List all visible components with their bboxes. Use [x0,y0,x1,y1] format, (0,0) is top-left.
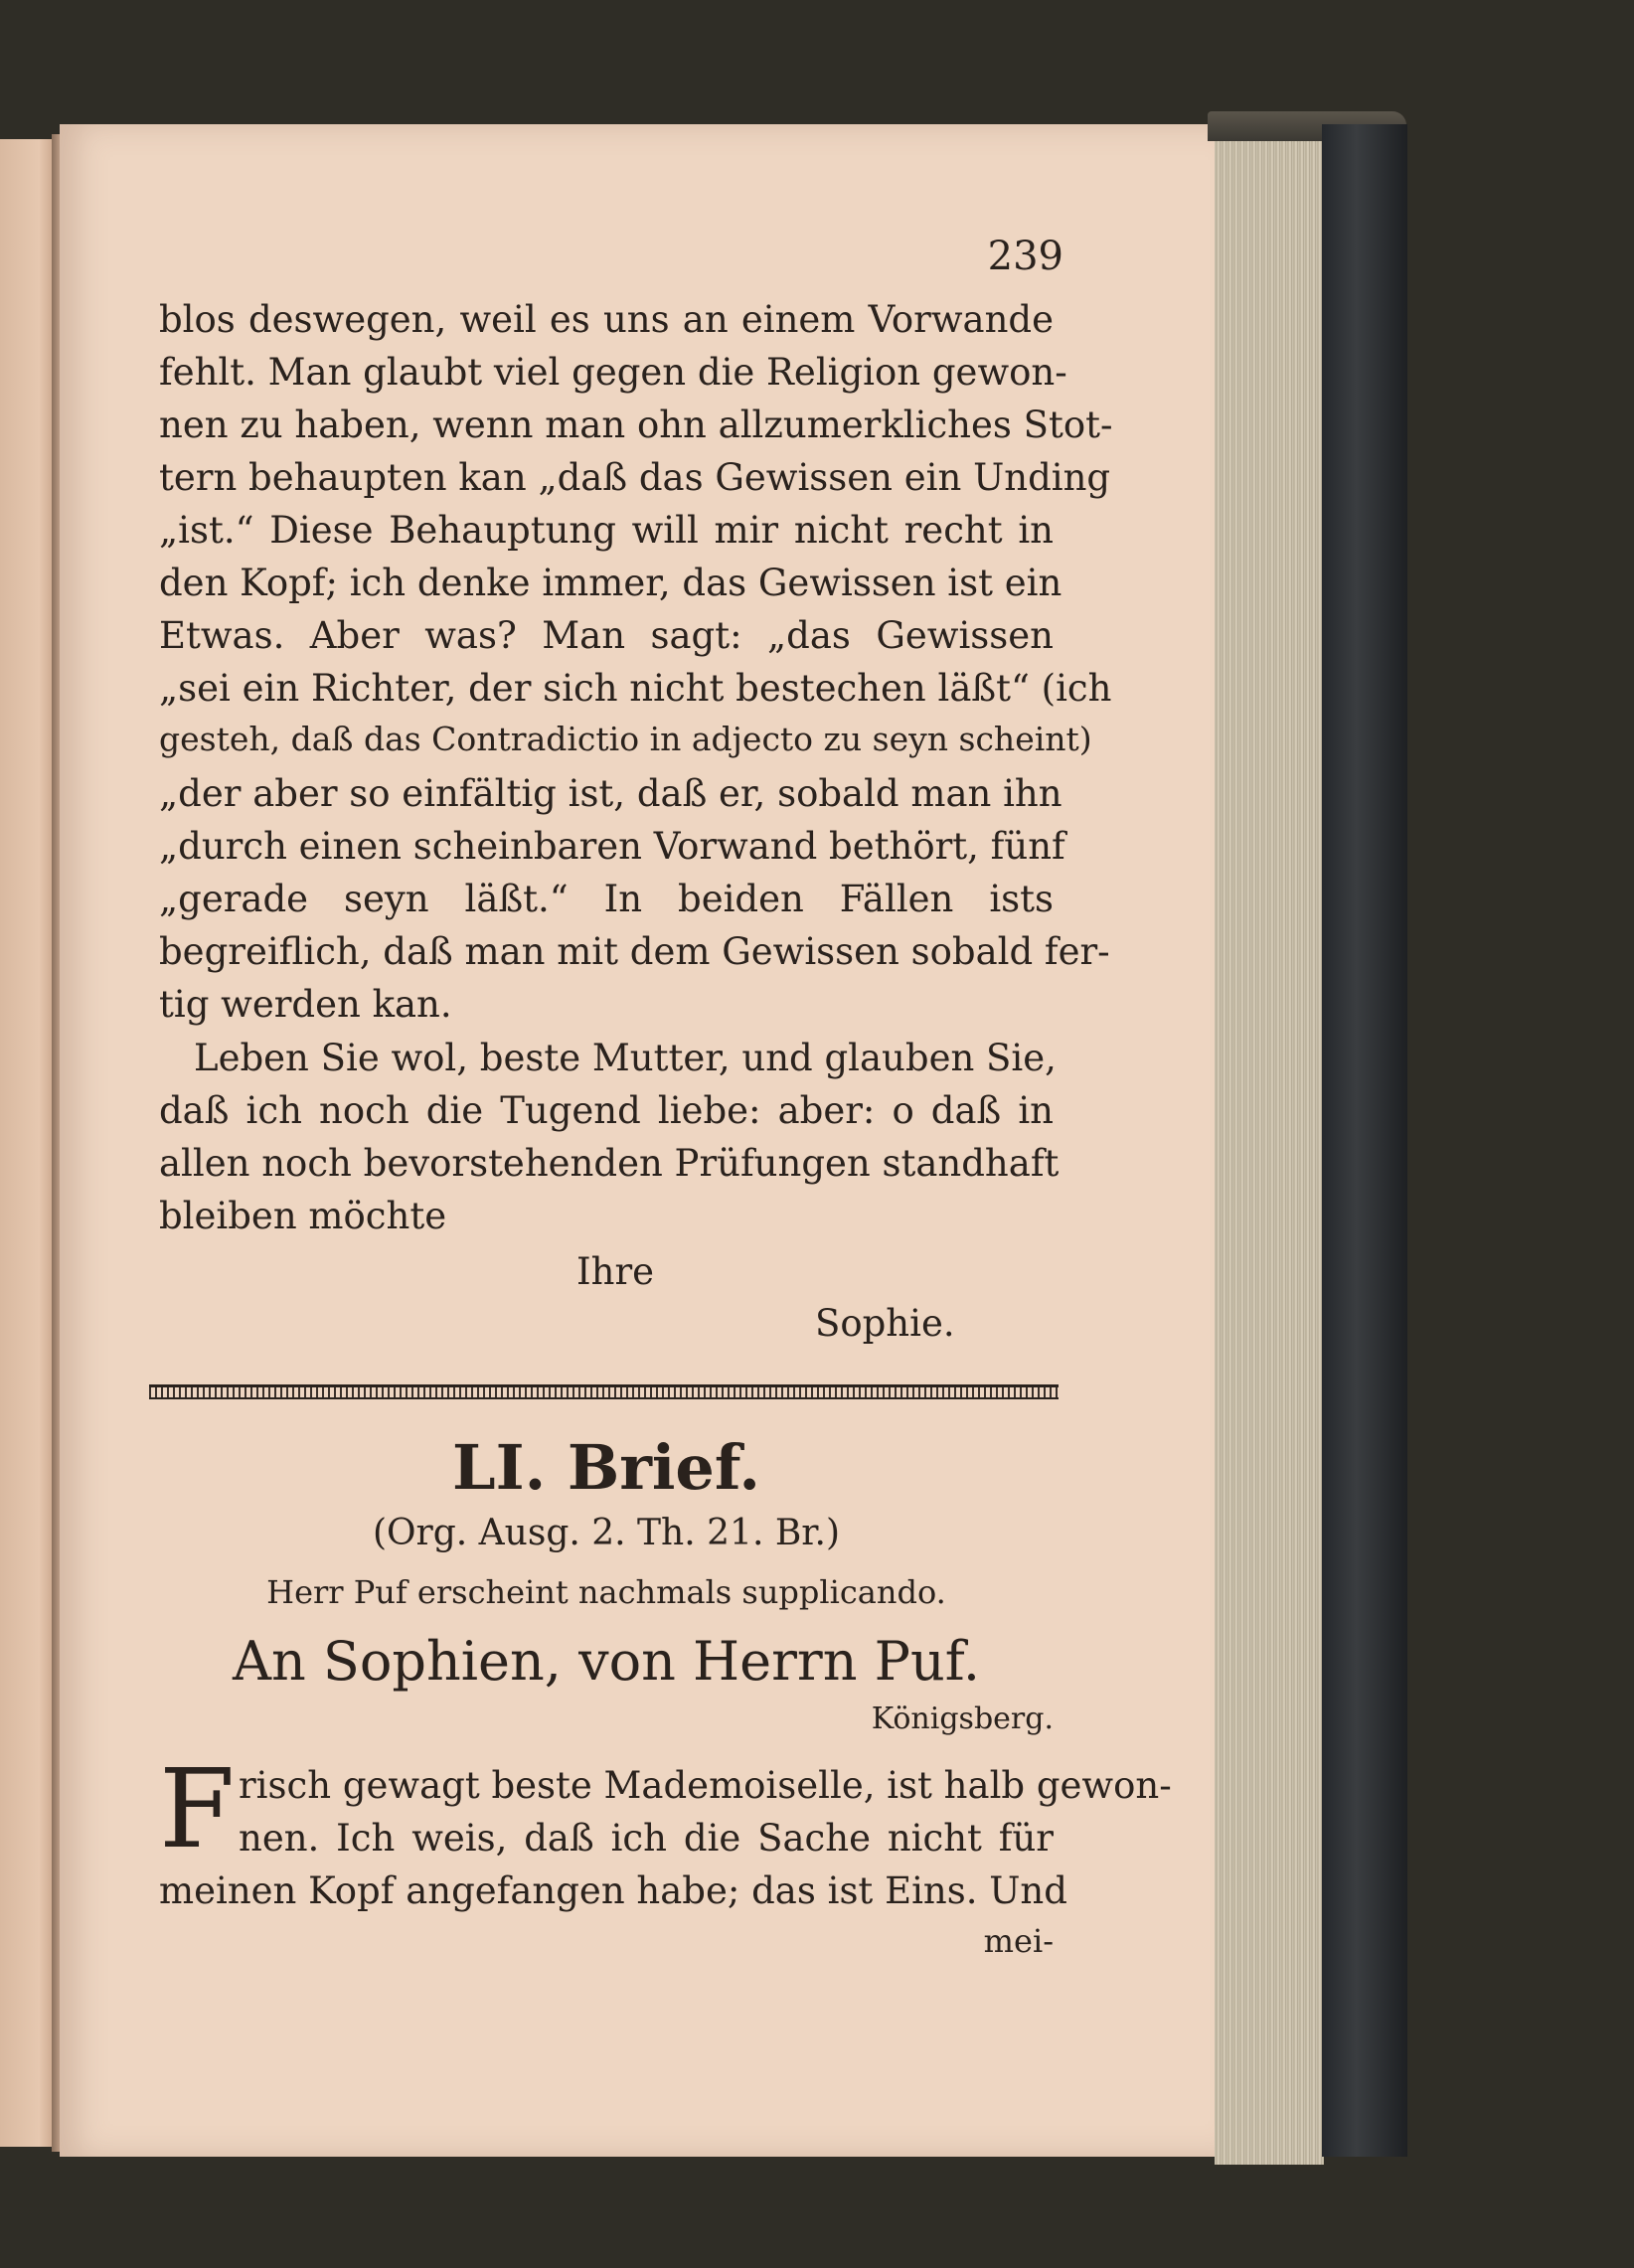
letter-reference: (Org. Ausg. 2. Th. 21. Br.) [372,1513,841,1553]
drop-cap: F [159,1745,236,1872]
closing-line: daß ich noch die Tugend liebe: aber: o daß in [159,1089,1054,1132]
body-line: „durch einen scheinbaren Vorwand bethört, fünf [159,825,1065,868]
closing-line: Leben Sie wol, beste Mutter, und glauben Sie, [194,1037,1057,1079]
letter-line: meinen Kopf angefangen habe; das ist Eins. Und [159,1869,1067,1912]
page-number: 239 [987,234,1063,279]
book-cover [1322,124,1407,2157]
body-line: „ist.“ Diese Behauptung will mir nicht recht in [159,509,1054,552]
body-line: nen zu haben, wenn man ohn allzumerkliches Stot- [159,404,1113,446]
letter-line: nen. Ich weis, daß ich die Sache nicht für [239,1817,1054,1860]
letter-line: risch gewagt beste Mademoiselle, ist halb gewon- [239,1764,1172,1807]
body-line: gesteh, daß das Contradictio in adjecto zu seyn scheint) [159,720,1092,758]
body-line: „der aber so einfältig ist, daß er, sobald man ihn [159,772,1062,815]
left-page-edge [0,139,56,2147]
body-line: begreiflich, daß man mit dem Gewissen sobald fer- [159,930,1110,973]
catchword: mei- [983,1922,1054,1960]
closing-line: allen noch bevorstehenden Prüfungen standhaft [159,1142,1060,1185]
letter-address: An Sophien, von Herrn Puf. [232,1630,981,1693]
body-line: „sei ein Richter, der sich nicht bestechen läßt“ (ich [159,667,1112,710]
letter-heading: LI. Brief. [452,1431,760,1504]
letter-summary: Herr Puf erscheint nachmals supplicando. [266,1573,946,1611]
signature-name: Sophie. [815,1302,955,1345]
body-line: Etwas. Aber was? Man sagt: „das Gewissen [159,614,1054,657]
body-line: den Kopf; ich denke immer, das Gewissen ist ein [159,562,1062,604]
page-stack-edge [1215,117,1324,2165]
signature-ihre: Ihre [576,1250,655,1293]
body-line: „gerade seyn läßt.“ In beiden Fällen ists [159,878,1054,920]
body-line: blos deswegen, weil es uns an einem Vorwande [159,298,1054,341]
section-divider [149,1384,1059,1399]
body-line: tern behaupten kan „daß das Gewissen ein Unding [159,456,1111,499]
closing-line: bleiben möchte [159,1195,447,1237]
body-line: fehlt. Man glaubt viel gegen die Religion gewon- [159,351,1067,394]
letter-place: Königsberg. [871,1701,1054,1736]
body-line: tig werden kan. [159,983,452,1026]
